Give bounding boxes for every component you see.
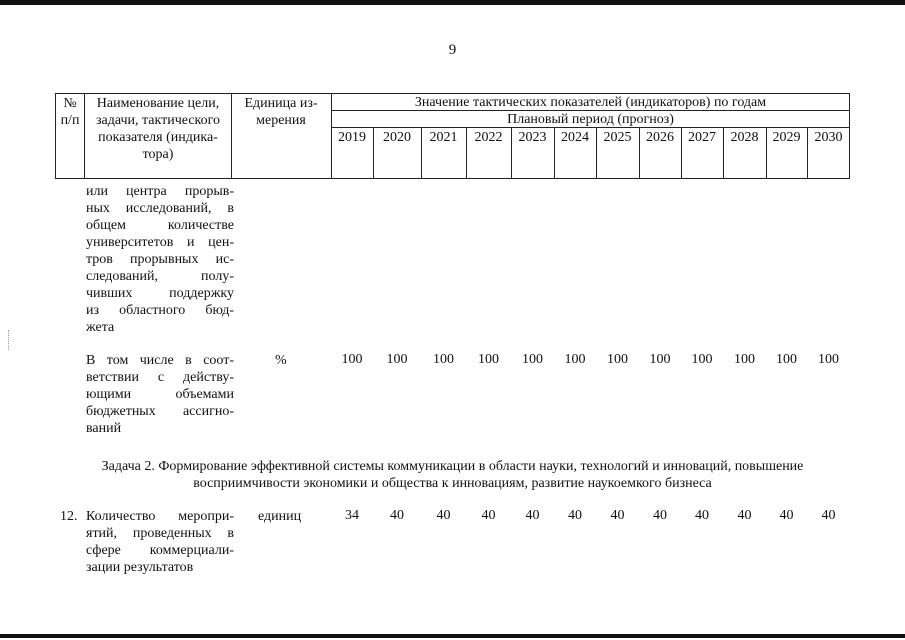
header-year-2026: 2026	[646, 130, 674, 145]
page-number: 9	[448, 42, 457, 58]
header-year-2025: 2025	[603, 130, 632, 145]
text-line: бюджетных ассигно-	[86, 404, 234, 419]
header-year-2020: 2020	[383, 130, 411, 145]
margin-mark	[8, 330, 11, 350]
text-line: ваний	[86, 421, 122, 436]
text-line: зации результатов	[86, 560, 194, 575]
value-2027: 100	[691, 352, 713, 367]
task-heading-line2: восприимчивости экономики и общества к инновациям, развитие наукоемкого бизнеса	[193, 476, 712, 491]
value-2030: 100	[818, 352, 839, 367]
header-year-2022: 2022	[474, 130, 503, 145]
value-2020: 40	[390, 508, 404, 523]
value-2025: 100	[607, 352, 628, 367]
value-2023: 40	[525, 508, 540, 523]
text-line: сфере коммерциали-	[86, 543, 234, 558]
header-num: № п/п	[60, 96, 80, 128]
text-line: ющими объемами	[86, 387, 234, 402]
value-2021: 100	[433, 352, 454, 367]
text-line: жета	[86, 320, 115, 335]
header-year-2023: 2023	[518, 130, 547, 145]
task-heading-line1: Задача 2. Формирование эффективной системы коммуникации в области науки, технологий и инноваций, повышение	[101, 459, 804, 474]
table-header	[55, 93, 850, 179]
value-2021: 40	[436, 508, 451, 523]
header-year-2019: 2019	[338, 130, 366, 145]
value-2019: 100	[341, 352, 363, 367]
row-subindicator-name	[86, 352, 234, 437]
row-continuation-name	[86, 183, 234, 336]
header-group-title: Значение тактических показателей (индикаторов) по годам	[414, 95, 767, 110]
header-year-2027: 2027	[688, 130, 716, 145]
row-12-unit: единиц	[258, 509, 302, 524]
text-line: чивших поддержку	[86, 286, 234, 301]
text-line: Количество меропри-	[86, 509, 234, 524]
header-year-2021: 2021	[429, 130, 458, 145]
value-2026: 100	[649, 352, 671, 367]
text-line: ятий, проведенных в	[86, 526, 234, 541]
value-2028: 40	[737, 508, 752, 523]
text-line: ветствии с действу-	[86, 370, 234, 385]
text-line: общем количестве	[86, 218, 234, 233]
value-2026: 40	[653, 508, 667, 523]
value-2027: 40	[695, 508, 709, 523]
header-year-2030: 2030	[814, 130, 843, 145]
row-12-number: 12.	[60, 509, 78, 524]
text-line: из областного бюд-	[86, 303, 234, 318]
value-2024: 100	[564, 352, 586, 367]
value-2020: 100	[386, 352, 408, 367]
value-2029: 40	[779, 508, 794, 523]
row-subindicator-unit: %	[275, 353, 287, 368]
text-line: тров прорывных ис-	[86, 252, 234, 267]
header-name: Наименование цели, задачи, тактического показателя (индика- тора)	[95, 96, 221, 162]
header-unit: Единица из- мерения	[244, 96, 318, 128]
value-2029: 100	[776, 352, 797, 367]
value-2028: 100	[734, 352, 755, 367]
value-2022: 100	[478, 352, 499, 367]
text-line: следований, полу-	[86, 269, 234, 284]
value-2025: 40	[610, 508, 625, 523]
value-2024: 40	[568, 508, 582, 523]
text-line: ных исследований, в	[86, 201, 234, 216]
text-line: В том числе в соот-	[86, 353, 234, 368]
bottom-border	[0, 634, 905, 638]
row-12-name	[86, 508, 234, 576]
header-year-2029: 2029	[772, 130, 801, 145]
value-2022: 40	[481, 508, 496, 523]
header-year-2024: 2024	[561, 130, 589, 145]
text-line: университетов и цен-	[86, 235, 234, 250]
value-2030: 40	[821, 508, 836, 523]
value-2019: 34	[345, 508, 359, 523]
text-line: или центра прорыв-	[86, 184, 234, 199]
value-2023: 100	[522, 352, 543, 367]
header-period: Плановый период (прогноз)	[507, 112, 674, 127]
header-year-2028: 2028	[730, 130, 759, 145]
top-border	[0, 0, 905, 5]
